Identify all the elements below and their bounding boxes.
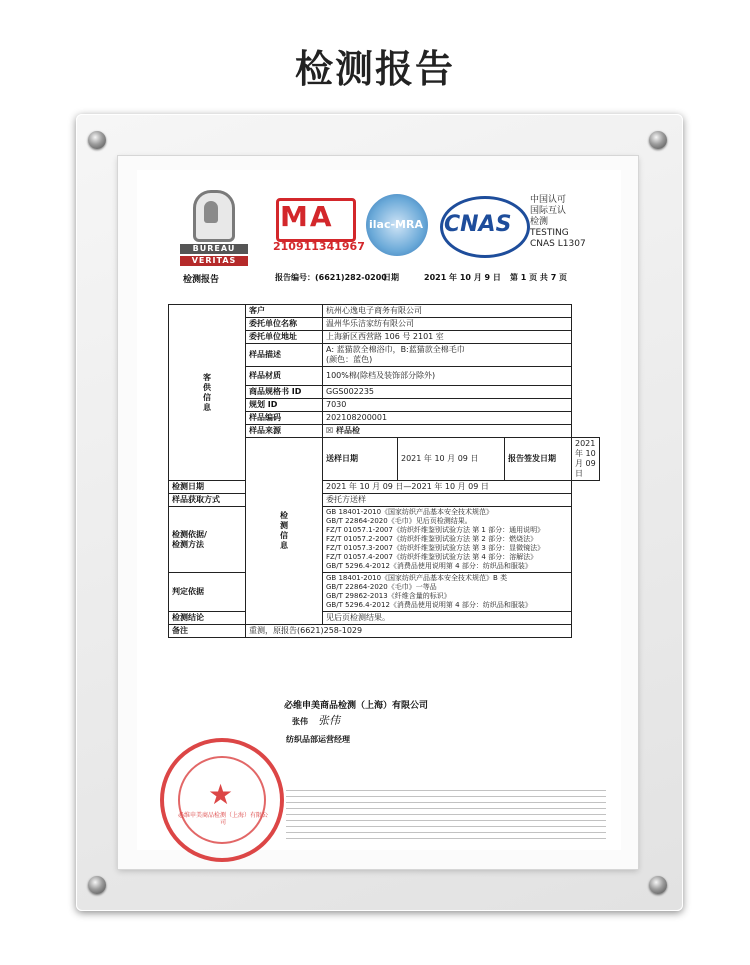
ma-text: MA — [280, 200, 334, 233]
row-label: 样品材质 — [246, 367, 323, 386]
table-row — [169, 305, 600, 318]
row-label: 送样日期 — [323, 438, 398, 481]
table-row — [169, 573, 600, 612]
row-label: 客户 — [246, 305, 323, 318]
screw-icon — [649, 876, 667, 894]
row-value: GB 18401-2010《国家纺织产品基本安全技术规范》 GB/T 22864-2020《毛巾》见后页检测结果。 FZ/T 01057.1-2007《纺织纤维鉴别试验方法 第 1 部分：通用说明》 FZ/T 01057.2-2007《纺织纤维鉴别试验方法 第 2 部分：燃烧法》 FZ/T 01057.3-2007《纺织纤维鉴别试验方法 第 3 部分：显微镜法》 FZ/T 01057.4-2007《纺织纤维鉴别试验方法 第 4 部分：溶解法》 GB/T 5296.4-2012《消费品使用说明第 4 部分：纺织品和服装》 — [323, 507, 572, 573]
bv-top-label: BUREAU — [180, 244, 248, 254]
row-value: 温州华乐洁家纺有限公司 — [323, 318, 572, 331]
row-label: 报告签发日期 — [505, 438, 572, 481]
row-value: 2021 年 10 月 09 日 — [572, 438, 600, 481]
signer-name-label: 张伟 — [292, 717, 308, 726]
seal-star-icon: ★ — [208, 778, 234, 811]
doc-type: 检测报告 — [183, 275, 220, 285]
row-label: 样品来源 — [246, 425, 323, 438]
report-number: 报告编号：(6621)282-0200 — [275, 273, 387, 282]
row-value: 7030 — [323, 399, 572, 412]
row-value: 杭州心逸电子商务有限公司 — [323, 305, 572, 318]
row-value: 202108200001 — [323, 412, 572, 425]
row-label: 检测依据/ 检测方法 — [169, 507, 246, 573]
row-value: 100%棉(除档及装饰部分除外) — [323, 367, 572, 386]
row-value: GGS002235 — [323, 386, 572, 399]
table-row — [169, 494, 600, 507]
cnas-label: CNAS — [444, 212, 512, 237]
report-table — [168, 304, 600, 638]
ma-number: 210911341967 — [273, 240, 365, 253]
table-row — [169, 625, 600, 638]
remark-value: 重测，原报告(6621)258-1029 — [246, 625, 572, 638]
row-value: 委托方送样 — [323, 494, 572, 507]
company-name: 必维申美商品检测（上海）有限公司 — [284, 701, 429, 711]
row-label: 样品获取方式 — [169, 494, 246, 507]
page-count: 第 1 页 共 7 页 — [510, 273, 568, 282]
report-date: 2021 年 10 月 9 日 — [424, 273, 501, 282]
remark-label: 备注 — [169, 625, 246, 638]
bv-emblem-icon — [193, 190, 235, 242]
table-row — [169, 481, 600, 494]
client-info-group: 客 供 信 息 — [169, 305, 246, 481]
table-row — [169, 507, 600, 573]
row-value: A: 蓝猫款全棉浴巾，B:蓝猫款全棉毛巾 (颜色：蓝色) — [323, 344, 572, 367]
signature-image: 张伟 — [318, 714, 340, 727]
screw-icon — [88, 876, 106, 894]
row-value: 见后页检测结果。 — [323, 612, 572, 625]
row-label: 规划 ID — [246, 399, 323, 412]
row-value: 2021 年 10 月 09 日—2021 年 10 月 09 日 — [323, 481, 572, 494]
row-label: 检测结论 — [169, 612, 246, 625]
table-row — [169, 612, 600, 625]
row-label: 检测日期 — [169, 481, 246, 494]
date-label: 日期 — [383, 273, 399, 282]
bureau-veritas-logo — [180, 190, 248, 266]
row-value: 上海新区西营路 106 号 2101 室 — [323, 331, 572, 344]
row-label: 商品规格书 ID — [246, 386, 323, 399]
screw-icon — [88, 131, 106, 149]
page-title: 检测报告 — [294, 47, 455, 91]
fine-print-block — [286, 790, 606, 842]
row-label: 委托单位地址 — [246, 331, 323, 344]
row-label: 判定依据 — [169, 573, 246, 612]
row-value: ☒ 样品检 — [323, 425, 572, 438]
row-value: GB 18401-2010《国家纺织产品基本安全技术规范》B 类 GB/T 22864-2020《毛巾》一等品 GB/T 29862-2013《纤维含量的标识》 GB/T 5296.4-2012《消费品使用说明第 4 部分：纺织品和服装》 — [323, 573, 572, 612]
cnas-side-text: 中国认可 国际互认 检测 TESTING CNAS L1307 — [530, 195, 586, 249]
ilac-label: ilac-MRA — [369, 218, 423, 231]
row-label: 委托单位名称 — [246, 318, 323, 331]
seal-text: 必维申美商品检测（上海）有限公司 — [178, 812, 269, 826]
test-info-group: 检 测 信 息 — [246, 438, 323, 625]
bv-bottom-label: VERITAS — [180, 256, 248, 266]
row-label: 样品编码 — [246, 412, 323, 425]
row-label: 样品描述 — [246, 344, 323, 367]
signer-position: 纺织品部运营经理 — [286, 735, 350, 744]
screw-icon — [649, 131, 667, 149]
row-value: 2021 年 10 月 09 日 — [398, 438, 505, 481]
